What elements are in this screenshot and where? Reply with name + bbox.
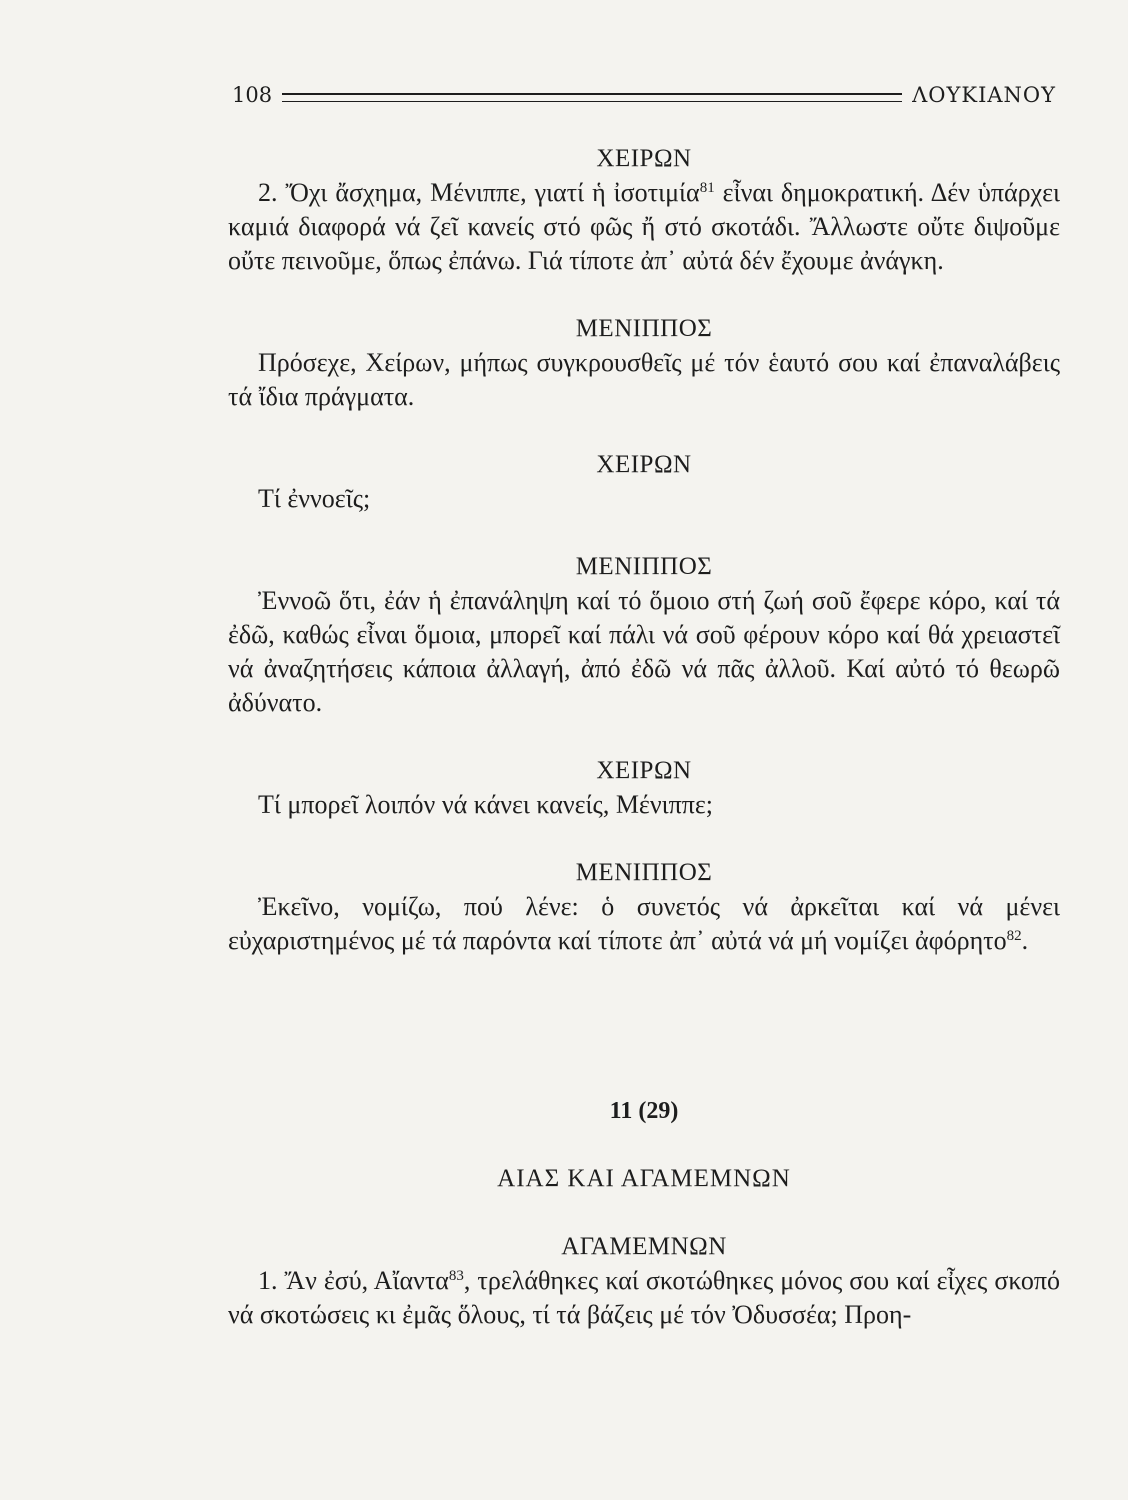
paragraph-text: 2. Ὄχι ἄσχημα, Μένιππε, γιατί ἡ ἰσοτιμία: [258, 178, 700, 207]
running-header: [232, 80, 1056, 110]
running-title: ΛΟΥΚΙΑΝΟΥ: [912, 83, 1056, 107]
chapter-title: ΑΙΑΣ ΚΑΙ ΑΓΑΜΕΜΝΩΝ: [497, 1165, 791, 1192]
speaker-heading: ΧΕΙΡΩΝ: [596, 757, 692, 784]
page-body: [228, 142, 1060, 1332]
footnote-ref: 82: [1006, 928, 1022, 944]
dialogue-paragraph: Ἐννοῶ ὅτι, ἐάν ἡ ἐπανάληψη καί τό ὅμοιο στή ζωή σοῦ ἔφερε κόρο, καί τά ἐδῶ, καθώς εἶναι ὅμοια, μπορεῖ καί πάλι νά σοῦ φέρουν κόρο καί θά χρειαστεῖ νά ἀναζητήσεις κάποια ἀλλαγή, ἀπό ἐδῶ νά πᾶς ἀλλοῦ. Καί αὐτό τό θεωρῶ ἀδύνατο.: [228, 586, 1060, 717]
speaker-heading: ΑΓΑΜΕΜΝΩΝ: [561, 1233, 727, 1260]
footnote-ref: 81: [699, 180, 715, 196]
dialogue-paragraph: [228, 1264, 1060, 1332]
speaker-heading: ΧΕΙΡΩΝ: [596, 451, 692, 478]
paragraph-text: .: [1021, 926, 1029, 955]
dialogue-paragraph: [228, 176, 1060, 278]
dialogue-paragraph: Τί ἐννοεῖς;: [258, 484, 371, 513]
footnote-ref: 83: [448, 1268, 464, 1284]
speaker-heading: ΧΕΙΡΩΝ: [596, 145, 692, 172]
speaker-heading: ΜΕΝΙΠΠΟΣ: [575, 859, 713, 886]
header-rule: [282, 93, 902, 102]
paragraph-text: , τρελάθηκες καί σκοτώθηκες μόνος σου καί εἶχες σκοπό νά σκοτώσεις κι ἐμᾶς ὅλους, τί τά βάζεις μέ τόν Ὀδυσσέα; Προη-: [228, 1266, 1060, 1329]
paragraph-text: Ἐκεῖνο, νομίζω, πού λένε: ὁ συνετός νά ἀρκεῖται καί νά μένει εὐχαριστημένος μέ τά παρόντα καί τίποτε ἀπ᾽ αὐτά νά μή νομίζει ἀφόρητο: [228, 892, 1060, 955]
speaker-heading: ΜΕΝΙΠΠΟΣ: [575, 553, 713, 580]
dialogue-paragraph: [228, 890, 1060, 958]
paragraph-text: εἶναι δημοκρατική. Δέν ὑπάρχει καμιά διαφορά νά ζεῖ κανείς στό φῶς ἤ στό σκοτάδι. Ἄλλωστε οὔτε διψοῦμε οὔτε πεινοῦμε, ὅπως ἐπάνω. Γιά τίποτε ἀπ᾽ αὐτά δέν ἔχουμε ἀνάγκη.: [228, 178, 1060, 275]
dialogue-paragraph: Πρόσεχε, Χείρων, μήπως συγκρουσθεῖς μέ τόν ἑαυτό σου καί ἐπαναλάβεις τά ἴδια πράγματα.: [228, 348, 1060, 411]
speaker-heading: ΜΕΝΙΠΠΟΣ: [575, 315, 713, 342]
dialogue-paragraph: Τί μπορεῖ λοιπόν νά κάνει κανείς, Μένιππε;: [258, 790, 713, 819]
page-number: 108: [232, 83, 273, 107]
chapter-number: 11 (29): [609, 1098, 679, 1124]
paragraph-text: 1. Ἄν ἐσύ, Αἴαντα: [258, 1266, 449, 1295]
